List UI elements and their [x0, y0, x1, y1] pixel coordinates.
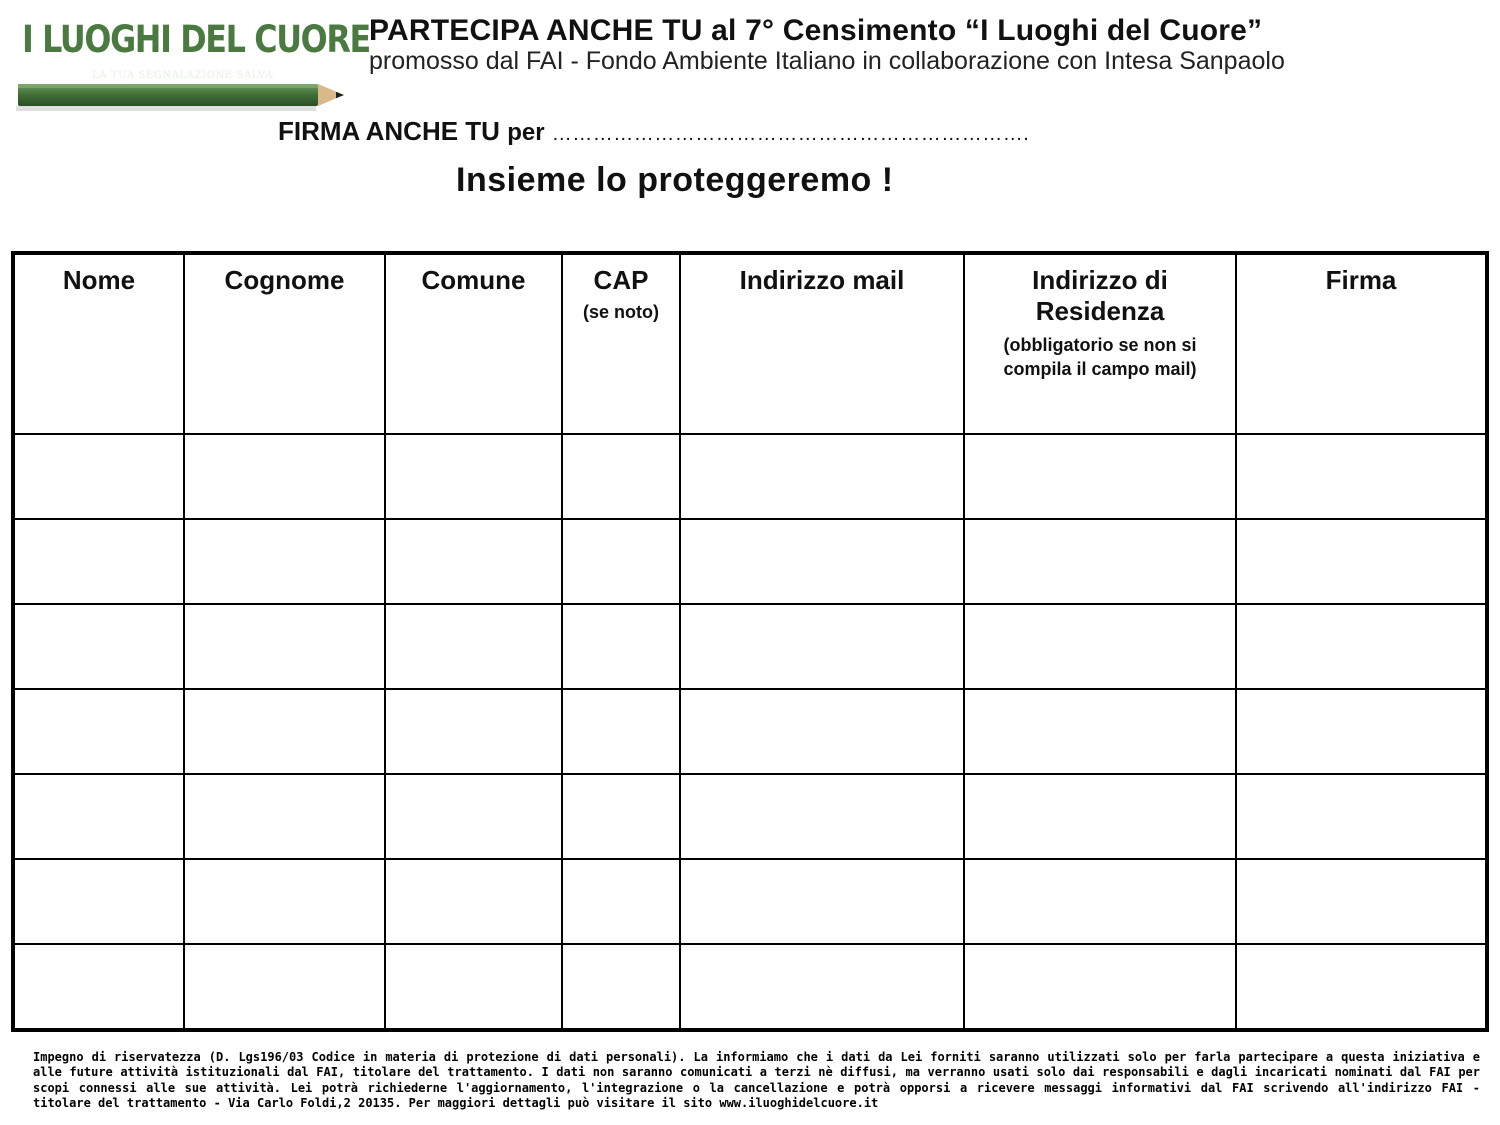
cell-indirizzo-mail[interactable]	[680, 944, 964, 1030]
cell-indirizzo-residenza[interactable]	[964, 434, 1236, 519]
cell-indirizzo-residenza[interactable]	[964, 689, 1236, 774]
column-header-nome: Nome	[13, 253, 184, 434]
logo	[16, 16, 370, 102]
table-row	[13, 519, 1487, 604]
cell-cognome[interactable]	[184, 944, 385, 1030]
cell-indirizzo-residenza[interactable]	[964, 859, 1236, 944]
table-header-row	[13, 253, 1487, 434]
table-row	[13, 434, 1487, 519]
cell-cap[interactable]	[562, 689, 680, 774]
cell-firma[interactable]	[1236, 604, 1487, 689]
firma-per: per	[507, 119, 545, 146]
cell-indirizzo-residenza[interactable]	[964, 604, 1236, 689]
cell-cognome[interactable]	[184, 519, 385, 604]
table-row	[13, 944, 1487, 1030]
cell-nome[interactable]	[13, 944, 184, 1030]
cell-nome[interactable]	[13, 774, 184, 859]
cell-firma[interactable]	[1236, 944, 1487, 1030]
cell-indirizzo-residenza[interactable]	[964, 944, 1236, 1030]
cell-cap[interactable]	[562, 944, 680, 1030]
column-header-cognome: Cognome	[184, 253, 385, 434]
cell-firma[interactable]	[1236, 859, 1487, 944]
cell-cap[interactable]	[562, 434, 680, 519]
slogan: Insieme lo proteggeremo !	[456, 161, 894, 199]
signature-table	[11, 251, 1489, 1032]
cell-cognome[interactable]	[184, 859, 385, 944]
firma-blank[interactable]: …………………………………………………………….	[551, 123, 1030, 145]
cell-comune[interactable]	[385, 774, 562, 859]
table-row	[13, 859, 1487, 944]
cell-indirizzo-mail[interactable]	[680, 774, 964, 859]
cell-cognome[interactable]	[184, 689, 385, 774]
logo-text: I LUOGHI DEL CUORE	[22, 18, 370, 61]
cell-cognome[interactable]	[184, 434, 385, 519]
cell-firma[interactable]	[1236, 774, 1487, 859]
cell-nome[interactable]	[13, 689, 184, 774]
column-note-residenza: (obbligatorio se non si compila il campo mail)	[1003, 335, 1197, 379]
column-note-cap: (se noto)	[583, 302, 659, 322]
cell-nome[interactable]	[13, 604, 184, 689]
cell-comune[interactable]	[385, 859, 562, 944]
cell-nome[interactable]	[13, 519, 184, 604]
cell-indirizzo-mail[interactable]	[680, 859, 964, 944]
pencil-icon	[16, 78, 350, 112]
table-row	[13, 604, 1487, 689]
cell-cap[interactable]	[562, 604, 680, 689]
cell-comune[interactable]	[385, 689, 562, 774]
cell-cap[interactable]	[562, 859, 680, 944]
column-header-comune: Comune	[385, 253, 562, 434]
firma-line	[278, 116, 1029, 147]
cell-indirizzo-residenza[interactable]	[964, 519, 1236, 604]
column-header-indirizzo-mail: Indirizzo mail	[680, 253, 964, 434]
column-header-firma: Firma	[1236, 253, 1487, 434]
cell-cognome[interactable]	[184, 604, 385, 689]
column-header-cap: CAP (se noto)	[562, 253, 680, 434]
cell-comune[interactable]	[385, 434, 562, 519]
cell-indirizzo-mail[interactable]	[680, 604, 964, 689]
table-row	[13, 689, 1487, 774]
cell-cap[interactable]	[562, 519, 680, 604]
cell-indirizzo-mail[interactable]	[680, 434, 964, 519]
table-body	[13, 434, 1487, 1030]
cell-indirizzo-mail[interactable]	[680, 689, 964, 774]
table-row	[13, 774, 1487, 859]
firma-label: FIRMA ANCHE TU	[278, 116, 500, 146]
cell-firma[interactable]	[1236, 434, 1487, 519]
cell-indirizzo-mail[interactable]	[680, 519, 964, 604]
column-header-indirizzo-residenza: Indirizzo di Residenza (obbligatorio se non si compila il campo mail)	[964, 253, 1236, 434]
page-subtitle: promosso dal FAI - Fondo Ambiente Italiano in collaborazione con Intesa Sanpaolo	[369, 47, 1285, 75]
cell-comune[interactable]	[385, 519, 562, 604]
logo-tagline: LA TUA SEGNALAZIONE SALVA.	[92, 70, 277, 81]
cell-comune[interactable]	[385, 944, 562, 1030]
cell-firma[interactable]	[1236, 519, 1487, 604]
cell-cognome[interactable]	[184, 774, 385, 859]
cell-indirizzo-residenza[interactable]	[964, 774, 1236, 859]
cell-nome[interactable]	[13, 434, 184, 519]
cell-nome[interactable]	[13, 859, 184, 944]
privacy-notice: Impegno di riservatezza (D. Lgs196/03 Codice in materia di protezione di dati personali). La informiamo che i dati da Lei forniti saranno utilizzati solo per farla partecipare a questa iniziativa e alle future attività istituzionali dal FAI, titolare del trattamento. I dati non saranno comunicati a terzi nè diffusi, ma verranno usati solo dai responsabili e dagli incaricati nominati dal FAI per scopi connessi alle sue attività. Lei potrà richiederne l'aggiornamento, l'integrazione o la cancellazione e potrà opporsi a ricevere messaggi informativi dal FAI scrivendo all'indirizzo FAI - titolare del trattamento - Via Carlo Foldi,2 20135. Per maggiori dettagli può visitare il sito www.iluoghidelcuore.it	[33, 1050, 1480, 1111]
cell-firma[interactable]	[1236, 689, 1487, 774]
cell-comune[interactable]	[385, 604, 562, 689]
page-title: PARTECIPA ANCHE TU al 7° Censimento “I Luoghi del Cuore”	[369, 14, 1263, 47]
cell-cap[interactable]	[562, 774, 680, 859]
